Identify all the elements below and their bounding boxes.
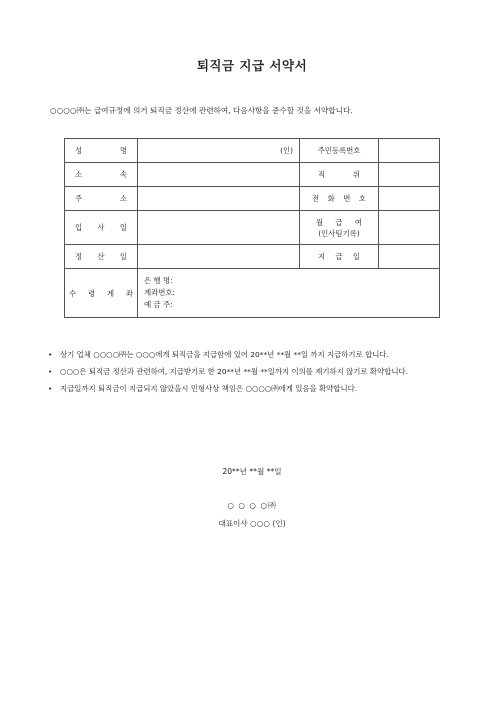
join-date-label: 입 사 일 bbox=[65, 211, 138, 245]
seal-mark: (인) bbox=[280, 146, 293, 155]
position-field[interactable] bbox=[379, 163, 440, 187]
list-item: • 지급일까지 퇴직금이 지급되지 않았을시 민형사상 책임은 ○○○○㈜에게 있음을 확약합니다. bbox=[48, 384, 358, 393]
employee-info-table bbox=[64, 138, 440, 318]
name-label: 성 명 bbox=[65, 139, 138, 163]
terms-list bbox=[48, 346, 466, 397]
account-field[interactable] bbox=[138, 269, 440, 318]
dept-label: 소 속 bbox=[65, 163, 138, 187]
document-title: 퇴직금 지급 서약서 bbox=[196, 58, 308, 73]
rrn-label: 주민등록번호 bbox=[300, 139, 379, 163]
salary-field[interactable] bbox=[379, 211, 440, 245]
list-item: • 상기 업체 ○○○○㈜는 ○○○에게 퇴직금을 지급함에 있어 20**년 **월 **일 까지 지급하기로 합니다. bbox=[48, 350, 389, 359]
pay-date-label: 지 급 일 bbox=[300, 245, 379, 269]
bank-name-label: 은 행 명: bbox=[144, 276, 173, 285]
settle-date-field[interactable] bbox=[138, 245, 300, 269]
company-name: ○ ○ ○ ○㈜ bbox=[227, 501, 277, 510]
salary-label: 월 급 여 (인사팀기록) bbox=[300, 211, 379, 245]
position-label: 직 위 bbox=[300, 163, 379, 187]
dept-field[interactable] bbox=[138, 163, 300, 187]
intro-text: ○○○○㈜는 급여규정에 의거 퇴직금 정산에 관련하여, 다음사항을 준수할 것을 서약합니다. bbox=[50, 106, 353, 115]
phone-field[interactable] bbox=[379, 187, 440, 211]
account-holder-label: 예 금 주: bbox=[144, 300, 173, 309]
pay-date-field[interactable] bbox=[379, 245, 440, 269]
account-number-label: 계좌번호: bbox=[144, 288, 176, 297]
address-field[interactable] bbox=[138, 187, 300, 211]
name-field[interactable] bbox=[138, 139, 300, 163]
signature-date: 20**년 **월 **일 bbox=[222, 467, 282, 476]
account-label: 수 령 계 좌 bbox=[65, 269, 138, 318]
list-item: • ○○○은 퇴직금 정산과 관련하여, 지급받기로 한 20**년 **월 **일까지 이의를 제기하지 않기로 확약합니다. bbox=[48, 367, 408, 376]
salary-sub-label: (인사팀기록) bbox=[318, 228, 360, 238]
settle-date-label: 정 산 일 bbox=[65, 245, 138, 269]
phone-label: 전 화 번 호 bbox=[300, 187, 379, 211]
rrn-field[interactable] bbox=[379, 139, 440, 163]
address-label: 주 소 bbox=[65, 187, 138, 211]
join-date-field[interactable] bbox=[138, 211, 300, 245]
ceo-signature: 대표이사 ○○○ (인) bbox=[218, 519, 286, 528]
